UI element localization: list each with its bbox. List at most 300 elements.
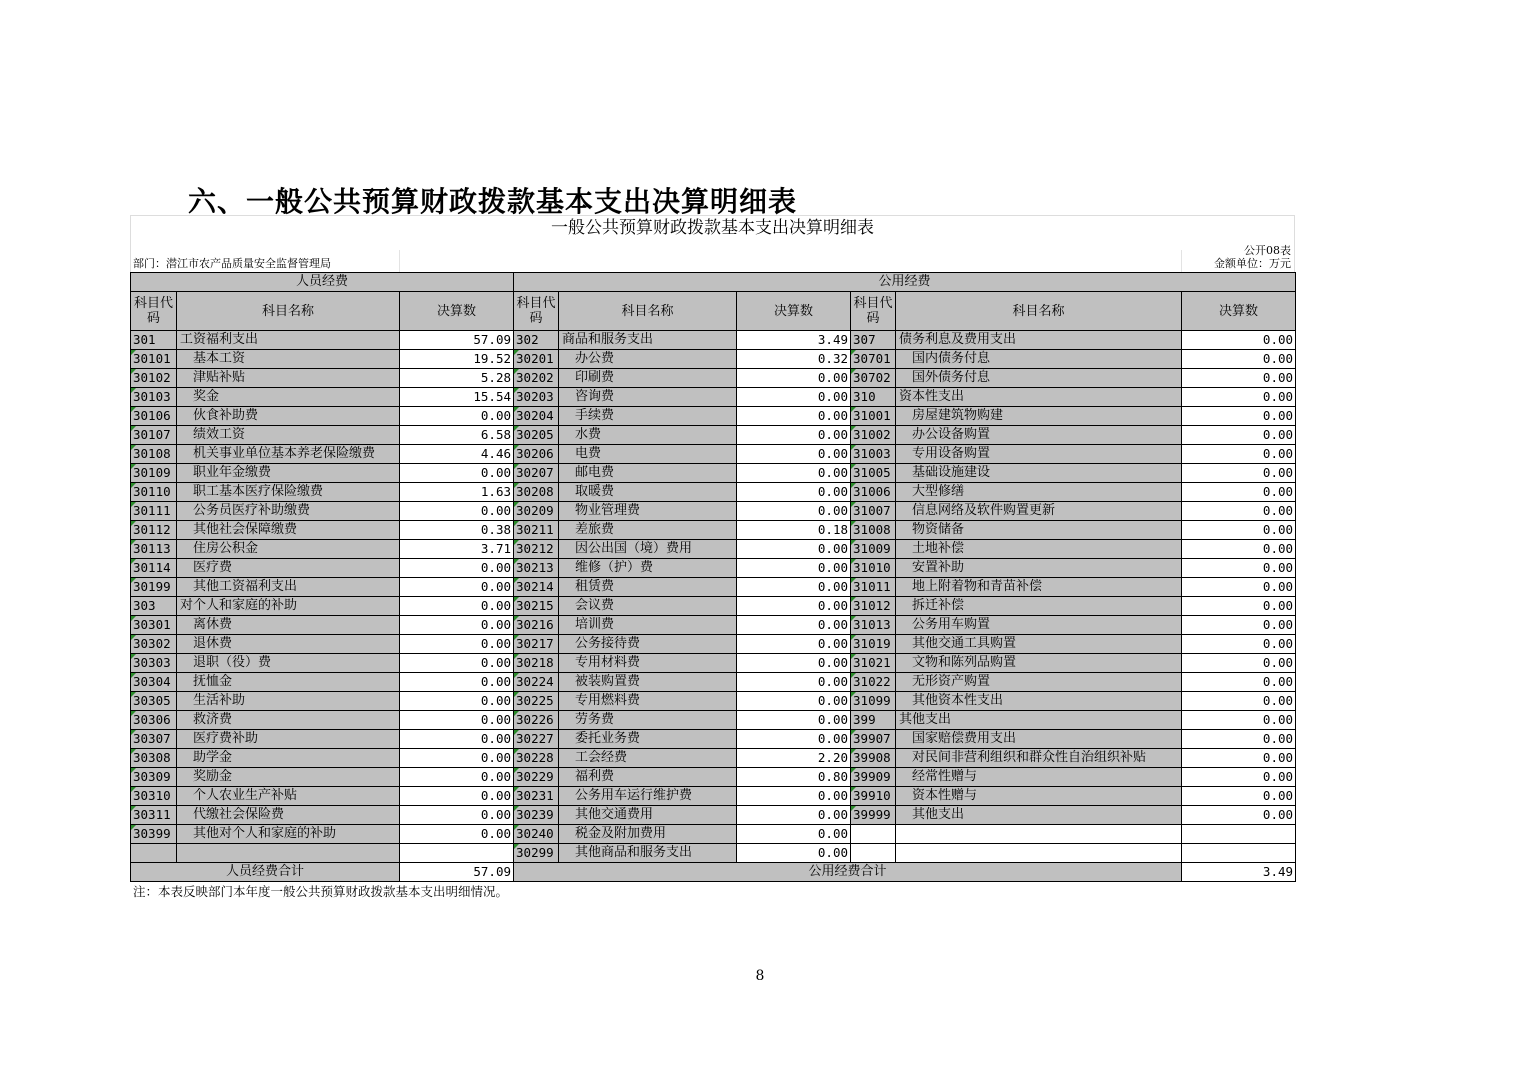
public-b-code-cell: 399 <box>851 711 896 730</box>
public-a-name-cell: 被装购置费 <box>559 673 737 692</box>
public-a-name-cell: 水费 <box>559 426 737 445</box>
col-header-name: 科目名称 <box>177 292 400 331</box>
personnel-name-cell: 退休费 <box>177 635 400 654</box>
personnel-code-cell: 30111 <box>131 502 177 521</box>
public-b-name-cell: 基础设施建设 <box>896 464 1182 483</box>
table-row <box>131 483 1296 502</box>
public-a-amount-cell: 0.00 <box>737 787 851 806</box>
public-b-name-cell: 土地补偿 <box>896 540 1182 559</box>
public-b-name-cell: 其他支出 <box>896 711 1182 730</box>
public-b-amount-cell: 0.00 <box>1182 635 1296 654</box>
personnel-amount-cell: 0.00 <box>400 635 514 654</box>
personnel-code-cell: 30107 <box>131 426 177 445</box>
personnel-amount-cell: 0.00 <box>400 597 514 616</box>
form-number: 公开08表 <box>1244 244 1291 257</box>
public-a-name-cell: 电费 <box>559 445 737 464</box>
page-heading: 六、一般公共预算财政拨款基本支出决算明细表 <box>188 185 798 218</box>
public-a-name-cell: 租赁费 <box>559 578 737 597</box>
public-a-code-cell: 30214 <box>514 578 559 597</box>
public-b-code-cell: 30701 <box>851 350 896 369</box>
public-a-code-cell: 30206 <box>514 445 559 464</box>
public-b-code-cell: 31005 <box>851 464 896 483</box>
public-b-name-cell: 对民间非营利组织和群众性自治组织补贴 <box>896 749 1182 768</box>
personnel-code-cell: 30309 <box>131 768 177 787</box>
public-b-amount-cell: 0.00 <box>1182 388 1296 407</box>
public-a-amount-cell: 0.80 <box>737 768 851 787</box>
public-b-name-cell: 地上附着物和青苗补偿 <box>896 578 1182 597</box>
public-a-code-cell: 30204 <box>514 407 559 426</box>
public-total-value: 3.49 <box>1182 863 1296 882</box>
public-b-name-cell: 债务利息及费用支出 <box>896 331 1182 350</box>
public-b-code-cell: 31002 <box>851 426 896 445</box>
public-b-amount-cell: 0.00 <box>1182 711 1296 730</box>
unit-label: 金额单位：万元 <box>1214 257 1291 270</box>
public-b-code-cell: 31003 <box>851 445 896 464</box>
table-row <box>131 426 1296 445</box>
personnel-name-cell: 其他对个人和家庭的补助 <box>177 825 400 844</box>
public-a-amount-cell: 0.00 <box>737 369 851 388</box>
table-row <box>131 673 1296 692</box>
public-a-name-cell: 商品和服务支出 <box>559 331 737 350</box>
table-row <box>131 635 1296 654</box>
public-a-code-cell: 30211 <box>514 521 559 540</box>
personnel-amount-cell: 57.09 <box>400 331 514 350</box>
table-row <box>131 844 1296 863</box>
budget-sheet <box>130 215 1295 882</box>
public-a-amount-cell: 0.00 <box>737 483 851 502</box>
public-a-amount-cell: 0.00 <box>737 388 851 407</box>
public-a-amount-cell: 0.00 <box>737 825 851 844</box>
public-b-code-cell: 31008 <box>851 521 896 540</box>
personnel-name-cell: 奖金 <box>177 388 400 407</box>
public-b-code-cell: 310 <box>851 388 896 407</box>
public-a-name-cell: 差旅费 <box>559 521 737 540</box>
table-body <box>131 331 1296 863</box>
public-a-name-cell: 公务接待费 <box>559 635 737 654</box>
public-a-name-cell: 专用燃料费 <box>559 692 737 711</box>
public-a-code-cell: 30231 <box>514 787 559 806</box>
table-row <box>131 597 1296 616</box>
public-b-code-cell: 39999 <box>851 806 896 825</box>
public-b-amount-cell: 0.00 <box>1182 616 1296 635</box>
public-a-code-cell: 30215 <box>514 597 559 616</box>
public-a-code-cell: 30212 <box>514 540 559 559</box>
table-row <box>131 331 1296 350</box>
public-b-amount-cell: 0.00 <box>1182 654 1296 673</box>
personnel-code-cell: 303 <box>131 597 177 616</box>
public-b-amount-cell <box>1182 844 1296 863</box>
personnel-name-cell: 其他工资福利支出 <box>177 578 400 597</box>
public-b-amount-cell <box>1182 825 1296 844</box>
public-b-code-cell: 31009 <box>851 540 896 559</box>
group-header-public: 公用经费 <box>514 273 1296 292</box>
public-a-amount-cell: 0.00 <box>737 673 851 692</box>
table-row <box>131 825 1296 844</box>
personnel-code-cell: 30109 <box>131 464 177 483</box>
public-b-name-cell: 文物和陈列品购置 <box>896 654 1182 673</box>
personnel-name-cell: 其他社会保障缴费 <box>177 521 400 540</box>
public-a-amount-cell: 0.00 <box>737 654 851 673</box>
personnel-amount-cell: 0.00 <box>400 692 514 711</box>
expenditure-table <box>130 272 1296 882</box>
table-row <box>131 559 1296 578</box>
personnel-code-cell: 30399 <box>131 825 177 844</box>
personnel-code-cell: 30311 <box>131 806 177 825</box>
table-row <box>131 806 1296 825</box>
personnel-code-cell: 30108 <box>131 445 177 464</box>
public-a-amount-cell: 0.18 <box>737 521 851 540</box>
personnel-amount-cell: 0.00 <box>400 730 514 749</box>
public-b-name-cell: 办公设备购置 <box>896 426 1182 445</box>
personnel-amount-cell: 1.63 <box>400 483 514 502</box>
personnel-code-cell: 30301 <box>131 616 177 635</box>
public-b-name-cell <box>896 844 1182 863</box>
public-a-name-cell: 培训费 <box>559 616 737 635</box>
public-a-code-cell: 30216 <box>514 616 559 635</box>
public-b-name-cell: 专用设备购置 <box>896 445 1182 464</box>
personnel-amount-cell: 15.54 <box>400 388 514 407</box>
public-a-amount-cell: 0.00 <box>737 407 851 426</box>
public-a-name-cell: 会议费 <box>559 597 737 616</box>
public-b-amount-cell: 0.00 <box>1182 483 1296 502</box>
public-b-amount-cell: 0.00 <box>1182 768 1296 787</box>
department-label: 部门：潜江市农产品质量安全监督管理局 <box>133 257 331 270</box>
public-b-name-cell: 资本性支出 <box>896 388 1182 407</box>
personnel-amount-cell: 6.58 <box>400 426 514 445</box>
public-a-amount-cell: 3.49 <box>737 331 851 350</box>
public-b-amount-cell: 0.00 <box>1182 540 1296 559</box>
public-a-code-cell: 30209 <box>514 502 559 521</box>
col-header-amount: 决算数 <box>1182 292 1296 331</box>
public-a-amount-cell: 0.00 <box>737 616 851 635</box>
public-a-amount-cell: 0.00 <box>737 806 851 825</box>
personnel-name-cell: 职工基本医疗保险缴费 <box>177 483 400 502</box>
public-a-name-cell: 其他交通费用 <box>559 806 737 825</box>
table-row <box>131 578 1296 597</box>
public-b-amount-cell: 0.00 <box>1182 787 1296 806</box>
public-a-code-cell: 30227 <box>514 730 559 749</box>
public-b-amount-cell: 0.00 <box>1182 806 1296 825</box>
public-b-amount-cell: 0.00 <box>1182 331 1296 350</box>
personnel-amount-cell: 0.38 <box>400 521 514 540</box>
personnel-code-cell: 30308 <box>131 749 177 768</box>
table-row <box>131 730 1296 749</box>
public-b-code-cell: 31099 <box>851 692 896 711</box>
public-a-name-cell: 咨询费 <box>559 388 737 407</box>
page-number: 8 <box>755 968 765 984</box>
public-b-amount-cell: 0.00 <box>1182 692 1296 711</box>
personnel-amount-cell: 4.46 <box>400 445 514 464</box>
public-a-name-cell: 委托业务费 <box>559 730 737 749</box>
personnel-code-cell: 30112 <box>131 521 177 540</box>
public-b-name-cell: 物资储备 <box>896 521 1182 540</box>
table-row <box>131 692 1296 711</box>
personnel-amount-cell: 0.00 <box>400 711 514 730</box>
personnel-amount-cell: 0.00 <box>400 464 514 483</box>
col-header-name: 科目名称 <box>559 292 737 331</box>
personnel-total-label: 人员经费合计 <box>131 863 400 882</box>
public-a-amount-cell: 0.00 <box>737 559 851 578</box>
public-a-code-cell: 30201 <box>514 350 559 369</box>
personnel-code-cell: 30106 <box>131 407 177 426</box>
public-b-code-cell: 39909 <box>851 768 896 787</box>
public-b-amount-cell: 0.00 <box>1182 578 1296 597</box>
personnel-amount-cell: 0.00 <box>400 654 514 673</box>
public-b-name-cell: 国家赔偿费用支出 <box>896 730 1182 749</box>
public-a-name-cell: 因公出国（境）费用 <box>559 540 737 559</box>
public-b-amount-cell: 0.00 <box>1182 426 1296 445</box>
personnel-code-cell: 30110 <box>131 483 177 502</box>
personnel-name-cell: 助学金 <box>177 749 400 768</box>
personnel-code-cell: 30113 <box>131 540 177 559</box>
public-b-code-cell: 31007 <box>851 502 896 521</box>
personnel-name-cell: 医疗费补助 <box>177 730 400 749</box>
public-a-code-cell: 30229 <box>514 768 559 787</box>
public-total-label: 公用经费合计 <box>514 863 1182 882</box>
public-b-code-cell: 31021 <box>851 654 896 673</box>
personnel-amount-cell: 5.28 <box>400 369 514 388</box>
personnel-name-cell: 绩效工资 <box>177 426 400 445</box>
table-row <box>131 350 1296 369</box>
public-a-amount-cell: 0.00 <box>737 426 851 445</box>
personnel-name-cell: 救济费 <box>177 711 400 730</box>
personnel-amount-cell: 0.00 <box>400 559 514 578</box>
personnel-code-cell: 30303 <box>131 654 177 673</box>
public-b-name-cell: 其他交通工具购置 <box>896 635 1182 654</box>
personnel-amount-cell: 0.00 <box>400 578 514 597</box>
personnel-code-cell: 30302 <box>131 635 177 654</box>
table-title: 一般公共预算财政拨款基本支出决算明细表 <box>130 215 1295 240</box>
personnel-name-cell: 工资福利支出 <box>177 331 400 350</box>
personnel-total-value: 57.09 <box>400 863 514 882</box>
footnote: 注：本表反映部门本年度一般公共预算财政拨款基本支出明细情况。 <box>133 884 509 899</box>
table-row <box>131 388 1296 407</box>
public-a-code-cell: 30224 <box>514 673 559 692</box>
table-row <box>131 445 1296 464</box>
public-b-amount-cell: 0.00 <box>1182 350 1296 369</box>
public-a-name-cell: 印刷费 <box>559 369 737 388</box>
public-a-code-cell: 30213 <box>514 559 559 578</box>
public-a-amount-cell: 0.00 <box>737 730 851 749</box>
personnel-name-cell: 生活补助 <box>177 692 400 711</box>
public-b-name-cell: 国外债务付息 <box>896 369 1182 388</box>
personnel-name-cell: 职业年金缴费 <box>177 464 400 483</box>
table-row <box>131 749 1296 768</box>
table-row <box>131 787 1296 806</box>
public-a-name-cell: 其他商品和服务支出 <box>559 844 737 863</box>
table-meta <box>130 240 1295 272</box>
public-b-code-cell <box>851 825 896 844</box>
col-header-code: 科目代码 <box>131 292 177 331</box>
personnel-amount-cell: 0.00 <box>400 616 514 635</box>
table-row <box>131 711 1296 730</box>
personnel-name-cell: 对个人和家庭的补助 <box>177 597 400 616</box>
personnel-code-cell: 30307 <box>131 730 177 749</box>
public-b-name-cell: 国内债务付息 <box>896 350 1182 369</box>
public-a-code-cell: 30299 <box>514 844 559 863</box>
public-b-amount-cell: 0.00 <box>1182 464 1296 483</box>
public-a-code-cell: 30203 <box>514 388 559 407</box>
table-row <box>131 654 1296 673</box>
personnel-code-cell: 30310 <box>131 787 177 806</box>
public-a-name-cell: 手续费 <box>559 407 737 426</box>
public-a-code-cell: 30240 <box>514 825 559 844</box>
public-b-code-cell: 31010 <box>851 559 896 578</box>
public-a-name-cell: 专用材料费 <box>559 654 737 673</box>
personnel-amount-cell: 0.00 <box>400 806 514 825</box>
public-a-code-cell: 30218 <box>514 654 559 673</box>
public-b-name-cell: 安置补助 <box>896 559 1182 578</box>
public-b-code-cell <box>851 844 896 863</box>
group-header-personnel: 人员经费 <box>131 273 514 292</box>
public-a-amount-cell: 0.00 <box>737 502 851 521</box>
totals-row <box>131 863 1296 882</box>
public-b-code-cell: 31012 <box>851 597 896 616</box>
public-a-name-cell: 税金及附加费用 <box>559 825 737 844</box>
personnel-name-cell: 机关事业单位基本养老保险缴费 <box>177 445 400 464</box>
personnel-code-cell <box>131 844 177 863</box>
public-b-code-cell: 31006 <box>851 483 896 502</box>
personnel-code-cell: 30103 <box>131 388 177 407</box>
public-b-amount-cell: 0.00 <box>1182 749 1296 768</box>
public-b-code-cell: 39908 <box>851 749 896 768</box>
public-a-code-cell: 30207 <box>514 464 559 483</box>
public-b-amount-cell: 0.00 <box>1182 407 1296 426</box>
table-row <box>131 464 1296 483</box>
table-row <box>131 616 1296 635</box>
personnel-amount-cell: 19.52 <box>400 350 514 369</box>
public-b-name-cell: 其他资本性支出 <box>896 692 1182 711</box>
public-a-amount-cell: 0.00 <box>737 540 851 559</box>
table-row <box>131 768 1296 787</box>
personnel-name-cell: 个人农业生产补贴 <box>177 787 400 806</box>
personnel-code-cell: 30304 <box>131 673 177 692</box>
public-b-code-cell: 307 <box>851 331 896 350</box>
public-b-amount-cell: 0.00 <box>1182 369 1296 388</box>
col-header-code: 科目代码 <box>851 292 896 331</box>
public-b-amount-cell: 0.00 <box>1182 597 1296 616</box>
personnel-amount-cell: 0.00 <box>400 673 514 692</box>
public-a-amount-cell: 0.00 <box>737 578 851 597</box>
personnel-name-cell: 基本工资 <box>177 350 400 369</box>
personnel-code-cell: 301 <box>131 331 177 350</box>
personnel-name-cell: 抚恤金 <box>177 673 400 692</box>
public-b-name-cell: 大型修缮 <box>896 483 1182 502</box>
table-row <box>131 521 1296 540</box>
public-a-code-cell: 30205 <box>514 426 559 445</box>
table-row <box>131 407 1296 426</box>
public-b-name-cell: 信息网络及软件购置更新 <box>896 502 1182 521</box>
personnel-name-cell: 津贴补贴 <box>177 369 400 388</box>
table-row <box>131 502 1296 521</box>
public-b-name-cell: 无形资产购置 <box>896 673 1182 692</box>
col-header-amount: 决算数 <box>400 292 514 331</box>
public-b-code-cell: 39907 <box>851 730 896 749</box>
public-a-name-cell: 福利费 <box>559 768 737 787</box>
personnel-name-cell: 退职（役）费 <box>177 654 400 673</box>
public-b-code-cell: 39910 <box>851 787 896 806</box>
personnel-amount-cell: 0.00 <box>400 502 514 521</box>
public-a-amount-cell: 2.20 <box>737 749 851 768</box>
public-b-amount-cell: 0.00 <box>1182 445 1296 464</box>
public-a-name-cell: 办公费 <box>559 350 737 369</box>
public-a-name-cell: 物业管理费 <box>559 502 737 521</box>
col-header-code: 科目代码 <box>514 292 559 331</box>
personnel-code-cell: 30305 <box>131 692 177 711</box>
col-header-amount: 决算数 <box>737 292 851 331</box>
personnel-amount-cell: 0.00 <box>400 768 514 787</box>
public-a-code-cell: 30225 <box>514 692 559 711</box>
public-b-name-cell: 资本性赠与 <box>896 787 1182 806</box>
personnel-code-cell: 30199 <box>131 578 177 597</box>
personnel-amount-cell: 0.00 <box>400 749 514 768</box>
personnel-code-cell: 30114 <box>131 559 177 578</box>
public-b-name-cell: 拆迁补偿 <box>896 597 1182 616</box>
public-a-code-cell: 30208 <box>514 483 559 502</box>
public-a-amount-cell: 0.00 <box>737 692 851 711</box>
personnel-name-cell: 住房公积金 <box>177 540 400 559</box>
public-a-amount-cell: 0.00 <box>737 445 851 464</box>
public-a-name-cell: 取暖费 <box>559 483 737 502</box>
public-a-code-cell: 302 <box>514 331 559 350</box>
public-b-amount-cell: 0.00 <box>1182 502 1296 521</box>
public-b-name-cell: 其他支出 <box>896 806 1182 825</box>
personnel-name-cell: 奖励金 <box>177 768 400 787</box>
public-b-code-cell: 31011 <box>851 578 896 597</box>
personnel-code-cell: 30101 <box>131 350 177 369</box>
public-b-amount-cell: 0.00 <box>1182 673 1296 692</box>
public-a-code-cell: 30217 <box>514 635 559 654</box>
public-a-code-cell: 30239 <box>514 806 559 825</box>
personnel-amount-cell <box>400 844 514 863</box>
personnel-amount-cell: 0.00 <box>400 787 514 806</box>
public-b-name-cell: 经常性赠与 <box>896 768 1182 787</box>
public-b-name-cell: 房屋建筑物购建 <box>896 407 1182 426</box>
public-b-code-cell: 31013 <box>851 616 896 635</box>
table-row <box>131 369 1296 388</box>
public-b-amount-cell: 0.00 <box>1182 521 1296 540</box>
personnel-name-cell: 离休费 <box>177 616 400 635</box>
personnel-amount-cell: 3.71 <box>400 540 514 559</box>
public-b-code-cell: 31019 <box>851 635 896 654</box>
personnel-code-cell: 30306 <box>131 711 177 730</box>
public-a-name-cell: 工会经费 <box>559 749 737 768</box>
public-a-amount-cell: 0.00 <box>737 597 851 616</box>
public-a-name-cell: 公务用车运行维护费 <box>559 787 737 806</box>
public-b-code-cell: 31001 <box>851 407 896 426</box>
personnel-name-cell: 医疗费 <box>177 559 400 578</box>
public-a-name-cell: 劳务费 <box>559 711 737 730</box>
public-b-code-cell: 31022 <box>851 673 896 692</box>
public-b-name-cell: 公务用车购置 <box>896 616 1182 635</box>
public-b-name-cell <box>896 825 1182 844</box>
personnel-amount-cell: 0.00 <box>400 825 514 844</box>
table-row <box>131 540 1296 559</box>
public-a-code-cell: 30202 <box>514 369 559 388</box>
personnel-code-cell: 30102 <box>131 369 177 388</box>
public-a-code-cell: 30226 <box>514 711 559 730</box>
public-a-amount-cell: 0.00 <box>737 635 851 654</box>
personnel-name-cell: 公务员医疗补助缴费 <box>177 502 400 521</box>
personnel-name-cell: 伙食补助费 <box>177 407 400 426</box>
public-a-amount-cell: 0.00 <box>737 844 851 863</box>
public-a-code-cell: 30228 <box>514 749 559 768</box>
public-a-amount-cell: 0.00 <box>737 464 851 483</box>
public-a-name-cell: 维修（护）费 <box>559 559 737 578</box>
public-b-amount-cell: 0.00 <box>1182 730 1296 749</box>
personnel-name-cell <box>177 844 400 863</box>
col-header-name: 科目名称 <box>896 292 1182 331</box>
